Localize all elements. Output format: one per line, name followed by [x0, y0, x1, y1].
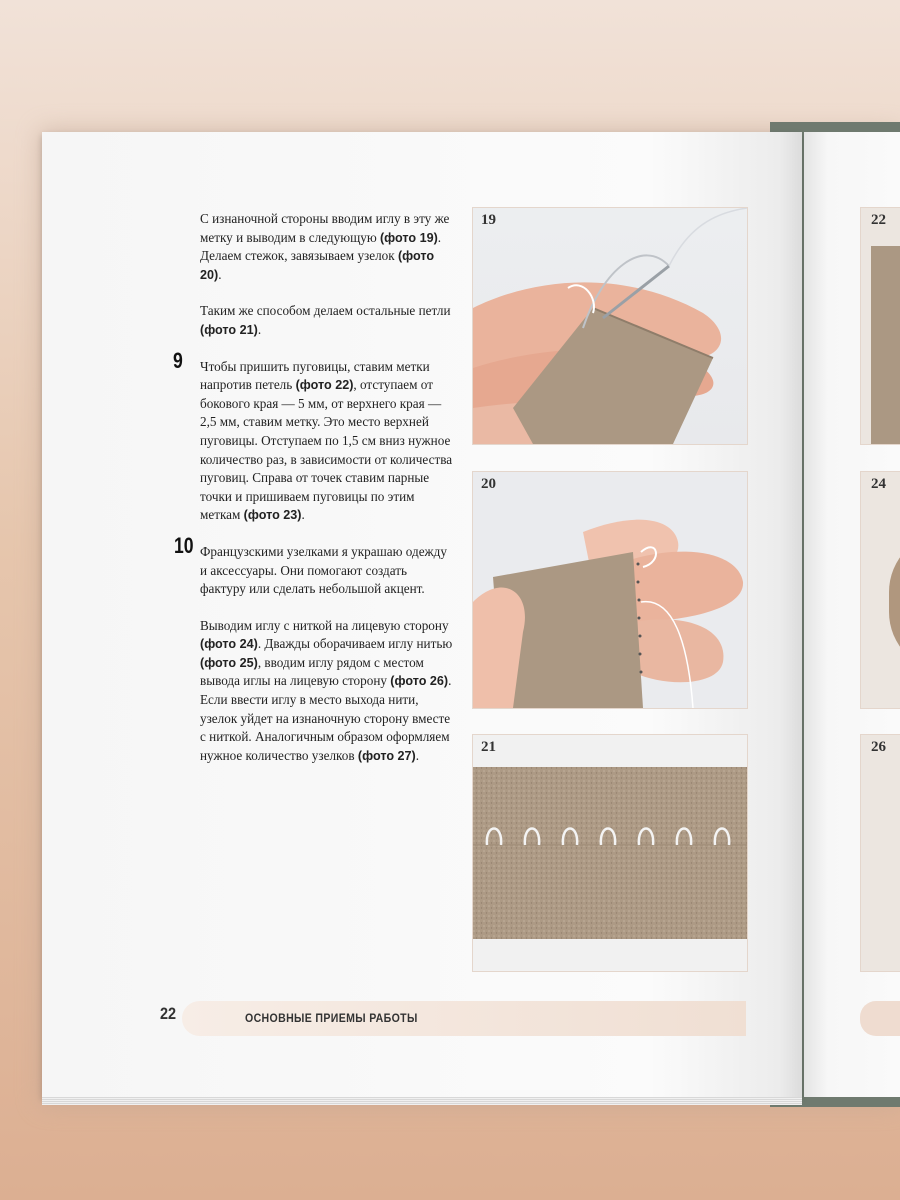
instruction-text	[173, 210, 455, 783]
photo-20-image	[473, 472, 747, 708]
photo-label: 21	[481, 739, 496, 755]
paragraph-french-knots: Выводим иглу с ниткой на лицевую сторону (фото 24). Дважды оборачиваем иглу нитью (фото 25), вводим иглу рядом с местом вывода иглы на лицевую сторону (фото 26). Если ввести иглу в место выхода нити, узелок уйдет на изнаночную сторону вместе с ниткой. Аналогичным образом оформляем нужное количество узелков (фото 27).	[200, 617, 453, 763]
photo-22-image	[871, 246, 900, 445]
step-number: 10	[174, 532, 194, 558]
photo-label: 26	[871, 739, 886, 755]
footer-band-right	[860, 1001, 900, 1036]
page-number: 22	[160, 1004, 177, 1023]
photo-label: 19	[481, 212, 496, 228]
step-number: 9	[173, 347, 183, 373]
paragraph-1: С изнаночной стороны вводим иглу в эту же метку и выводим в следующую (фото 19). Делаем стежок, завязываем узелок (фото 20).	[200, 211, 450, 282]
photo-label: 24	[871, 476, 886, 492]
photo-label: 22	[871, 212, 886, 228]
step-10: 10 Французскими узелками я украшаю одежду и аксессуары. Они помогают создать фактуру или сделать небольшой акцент.	[174, 532, 447, 597]
photo-24	[860, 471, 900, 709]
photo-26	[860, 734, 900, 972]
photo-24-image	[889, 532, 900, 672]
step-9: 9 Чтобы пришить пуговицы, ставим метки напротив петель (фото 22), отступаем от бокового края — 5 мм, от верхнего края — 2,5 мм, ставим метку. Это место верхней пуговицы. Отступаем по 1,5 см вниз нужное количество раз, в зависимости от количества пуговиц. Справа от точек ставим парные точки и пришиваем пуговицы по этим меткам (фото 23).	[173, 347, 453, 523]
photo-label: 20	[481, 476, 496, 492]
page-stack-edge	[42, 1097, 802, 1105]
photo-21	[472, 734, 748, 972]
section-title: ОСНОВНЫЕ ПРИЕМЫ РАБОТЫ	[245, 1011, 418, 1025]
paragraph-2: Таким же способом делаем остальные петли (фото 21).	[200, 303, 451, 337]
photo-19	[472, 207, 748, 445]
photo-20	[472, 471, 748, 709]
photo-22	[860, 207, 900, 445]
photo-19-image	[473, 208, 747, 444]
photo-21-image	[473, 735, 747, 971]
